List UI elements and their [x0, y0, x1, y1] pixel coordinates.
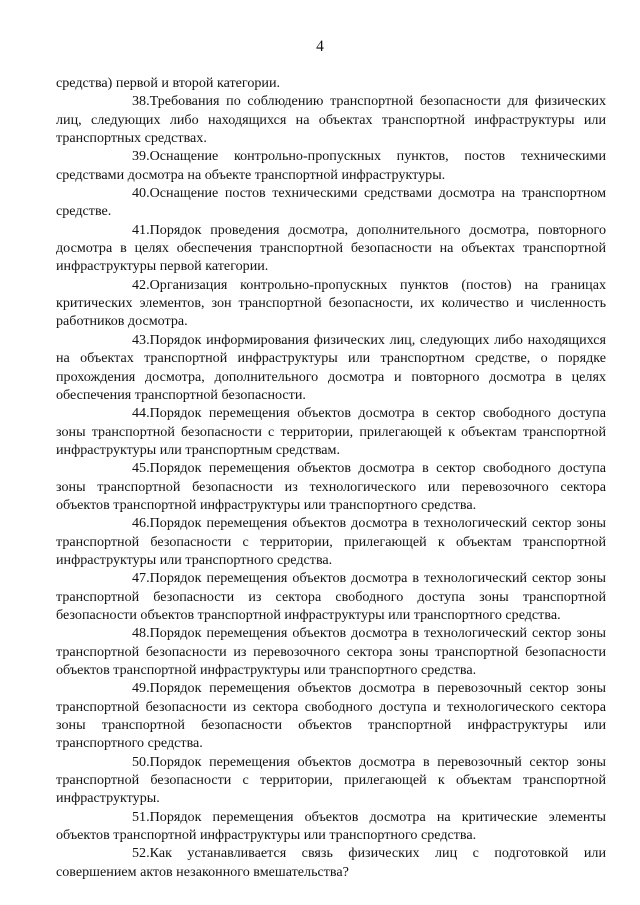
- list-item: [56, 844, 606, 881]
- item-text: Порядок перемещения объектов досмотра в перевозочный сектор зоны транспортной безопасности с территории, прилегающей к объектам транспортной инфраструктуры.: [56, 753, 606, 807]
- item-text: Порядок проведения досмотра, дополнительного досмотра, повторного досмотра в целях обеспечения транспортной безопасности на объектах транспортной инфраструктуры первой категории.: [56, 221, 606, 275]
- item-number: 40.: [132, 185, 150, 202]
- list-item: [56, 404, 606, 459]
- list-item: [56, 221, 606, 276]
- list-item: [56, 147, 606, 184]
- list-item: [56, 753, 606, 808]
- list-item: [56, 459, 606, 514]
- item-number: 45.: [132, 460, 150, 477]
- document-body: [56, 74, 606, 881]
- item-text: Порядок перемещения объектов досмотра в сектор свободного доступа зоны транспортной безопасности из технологического или перевозочного сектора объектов транспортной инфраструктуры или транспортного средства.: [56, 460, 606, 513]
- item-text: Порядок перемещения объектов досмотра в технологический сектор зоны транспортной безопасности с территории, прилегающей к объектам транспортной инфраструктуры или транспортного средства.: [56, 515, 606, 568]
- item-number: 42.: [132, 276, 150, 293]
- item-number: 47.: [132, 570, 150, 587]
- item-number: 41.: [132, 221, 150, 238]
- list-item: [56, 808, 606, 845]
- item-text: Организация контрольно-пропускных пунктов (постов) на границах критических элементов, зон транспортной безопасности, их количество и численность работников досмотра.: [56, 276, 606, 330]
- item-number: 38.: [132, 93, 150, 110]
- item-number: 44.: [132, 405, 150, 422]
- list-item: [56, 514, 606, 569]
- item-text: Порядок перемещения объектов досмотра на критические элементы объектов транспортной инфраструктуры или транспортного средства.: [56, 808, 606, 844]
- list-item: [56, 184, 606, 221]
- item-text: Порядок перемещения объектов досмотра в технологический сектор зоны транспортной безопасности из сектора свободного доступа зоны транспортной безопасности объектов транспортной инфраструктуры или транспортного средства.: [56, 570, 606, 623]
- item-text: Порядок информирования физических лиц, следующих либо находящихся на объектах транспортной инфраструктуры или транспортном средстве, о порядке прохождения досмотра, дополнительного досмотра и повторного досмотра в целях обеспечения транспортной безопасности.: [56, 331, 606, 403]
- item-number: 51.: [132, 808, 150, 825]
- item-number: 43.: [132, 331, 150, 348]
- list-item: [56, 624, 606, 679]
- item-number: 46.: [132, 515, 150, 532]
- list-item: [56, 92, 606, 147]
- list-item: [56, 276, 606, 331]
- item-text: Как устанавливается связь физических лиц с подготовкой или совершением актов незаконного вмешательства?: [56, 845, 606, 880]
- list-item: [56, 679, 606, 752]
- page-number: 4: [316, 38, 324, 55]
- list-item: [56, 569, 606, 624]
- item-number: 49.: [132, 680, 150, 697]
- item-number: 39.: [132, 148, 150, 165]
- item-number: 52.: [132, 845, 150, 862]
- item-text: Порядок перемещения объектов досмотра в технологический сектор зоны транспортной безопасности из перевозочного сектора зоны транспортной безопасности объектов транспортной инфраструктуры или транспортного средства.: [56, 625, 606, 678]
- item-text: Оснащение постов техническими средствами досмотра на транспортном средстве.: [56, 185, 606, 220]
- item-text: Порядок перемещения объектов досмотра в сектор свободного доступа зоны транспортной безопасности с территории, прилегающей к объектам транспортной инфраструктуры или транспортным средствам.: [56, 405, 606, 458]
- continuation-paragraph: средства) первой и второй категории.: [56, 75, 281, 91]
- item-number: 50.: [132, 753, 150, 770]
- list-item: [56, 331, 606, 404]
- item-text: Порядок перемещения объектов досмотра в перевозочный сектор зоны транспортной безопасности из сектора свободного доступа и технологического сектора зоны транспортной безопасности объектов транспортной инфраструктуры или транспортного средства.: [56, 680, 606, 752]
- item-number: 48.: [132, 625, 150, 642]
- item-text: Оснащение контрольно-пропускных пунктов, постов техническими средствами досмотра на объекте транспортной инфраструктуры.: [56, 148, 606, 183]
- item-text: Требования по соблюдению транспортной безопасности для физических лиц, следующих либо находящихся на объектах транспортной инфраструктуры или транспортных средствах.: [56, 93, 606, 147]
